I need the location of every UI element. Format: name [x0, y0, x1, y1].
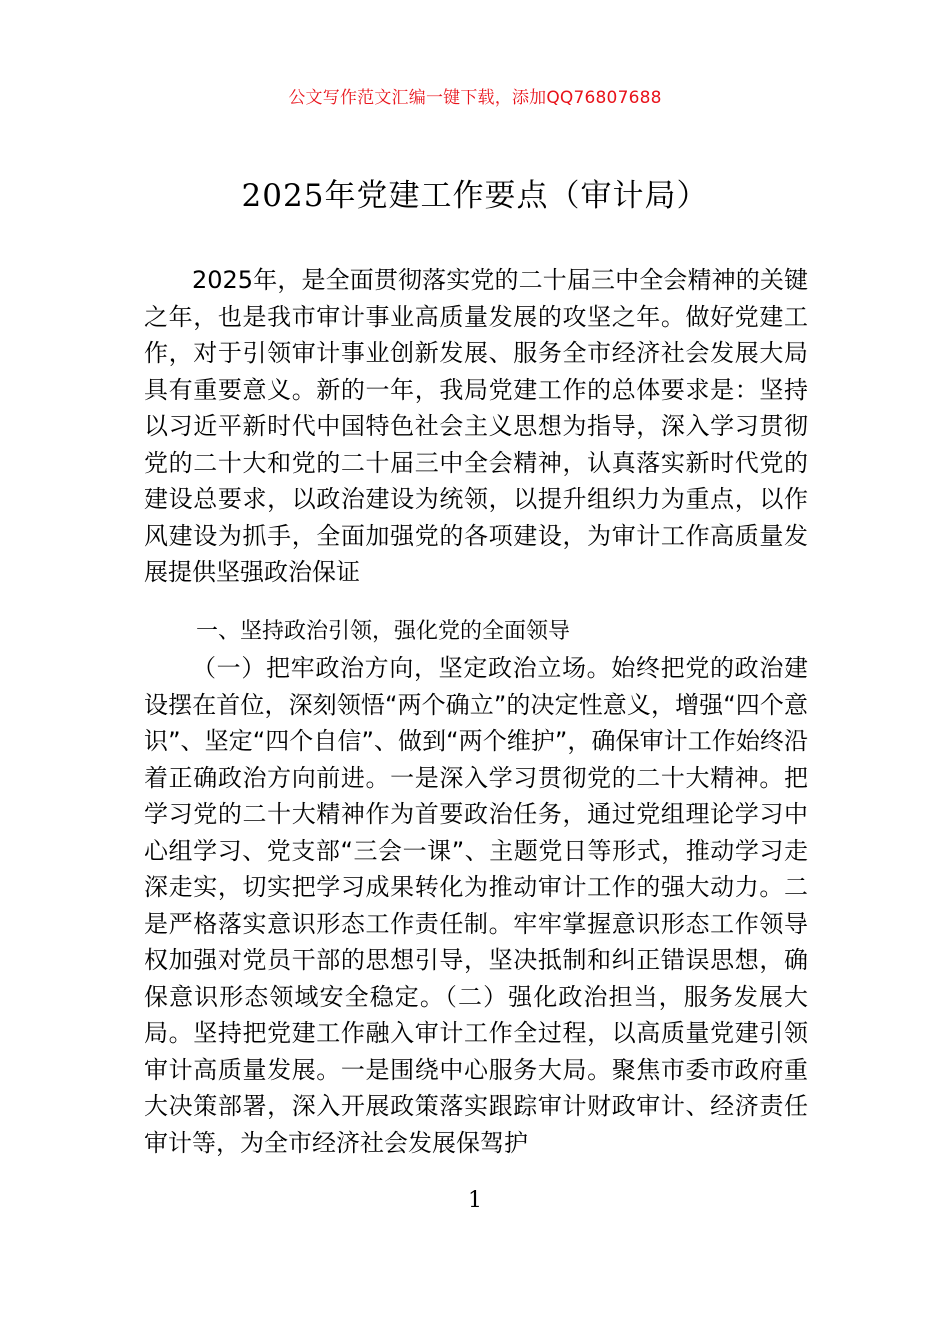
page-number: 1: [468, 1188, 482, 1213]
download-notice: 公文写作范文汇编一键下载，添加QQ76807688: [288, 88, 662, 108]
section-1-body: （一）把牢政治方向，坚定政治立场。始终把党的政治建设摆在首位，深刻领悟“两个确立”的决定性意义，增强“四个意识”、坚定“四个自信”、做到“两个维护”，确保审计工作始终沿着正确政治方向前进。一是深入学习贯彻党的二十大精神。把学习党的二十大精神作为首要政治任务，通过党组理论学习中心组学习、党支部“三会一课”、主题党日等形式，推动学习走深走实，切实把学习成果转化为推动审计工作的强大动力。二是严格落实意识形态工作责任制。牢牢掌握意识形态工作领导权加强对党员干部的思想引导，坚决抵制和纠正错误思想，确保意识形态领域安全稳定。（二）强化政治担当，服务发展大局。坚持把党建工作融入审计工作全过程，以高质量党建引领审计高质量发展。一是围绕中心服务大局。聚焦市委市政府重大决策部署，深入开展政策落实跟踪审计财政审计、经济责任审计等，为全市经济社会发展保驾护: [144, 654, 808, 1157]
section-heading-1: 一、坚持政治引领，强化党的全面领导: [196, 619, 571, 644]
intro-paragraph: 2025年，是全面贯彻落实党的二十届三中全会精神的关键之年，也是我市审计事业高质量发展的攻坚之年。做好党建工作，对于引领审计事业创新发展、服务全市经济社会发展大局具有重要意义。新的一年，我局党建工作的总体要求是：坚持以习近平新时代中国特色社会主义思想为指导，深入学习贯彻党的二十大和党的二十届三中全会精神，认真落实新时代党的建设总要求，以政治建设为统领，以提升组织力为重点，以作风建设为抓手，全面加强党的各项建设，为审计工作高质量发展提供坚强政治保证: [144, 266, 808, 586]
document-title: 2025年党建工作要点（审计局）: [241, 178, 709, 214]
